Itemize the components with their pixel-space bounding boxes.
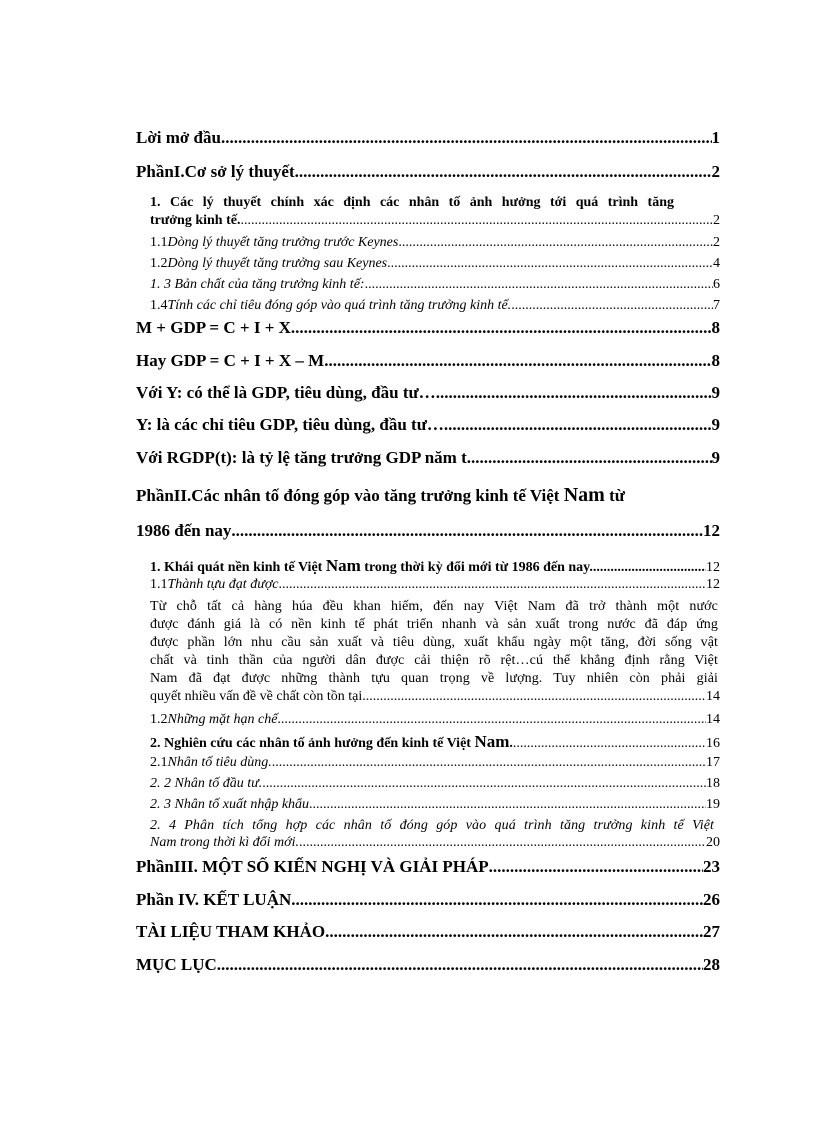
toc-entry-1-3[interactable] (150, 277, 720, 293)
toc-label: M + GDP = C + I + X (136, 318, 291, 337)
toc-page-number: 12 (706, 560, 720, 575)
toc-entry-section-2-2[interactable] (150, 732, 720, 752)
toc-leader (240, 213, 713, 229)
toc-page-number: 16 (706, 736, 720, 751)
toc-page-number: 2 (711, 162, 720, 181)
toc-page-number: 6 (713, 277, 720, 292)
toc-leader (221, 128, 712, 148)
toc-entry-phan-2-line1[interactable] (136, 484, 720, 507)
toc-entry-section-1[interactable] (150, 192, 674, 213)
toc-label: Hay GDP = C + I + X – M (136, 351, 325, 370)
toc-entry-2-2-4-line2[interactable] (150, 835, 720, 851)
toc-leader (365, 277, 713, 293)
toc-entry-2-2-3[interactable] (150, 797, 720, 813)
toc-leader (325, 922, 703, 942)
toc-number: 1.1 (150, 235, 168, 250)
toc-leader (324, 351, 711, 371)
toc-entry-voi-rgdp[interactable] (136, 448, 720, 468)
toc-page-number: 26 (703, 890, 720, 909)
paragraph-line: chất và tinh thần của người dân được cải thiện rõ rệt…cú thể khẳng định rằng Việt (150, 653, 718, 668)
toc-entry-phan-3[interactable] (136, 857, 720, 877)
toc-leader (467, 448, 712, 468)
toc-page-number: 18 (706, 776, 720, 791)
toc-leader (387, 256, 713, 272)
toc-number: 1.1 (150, 577, 168, 592)
toc-entry-1-4[interactable] (150, 298, 720, 314)
toc-entry-1-1[interactable] (150, 235, 720, 251)
toc-entry-2-1-1[interactable] (150, 577, 720, 593)
toc-entry-voi-y[interactable] (136, 383, 720, 403)
toc-label-line1: 1. Các lý thuyết chính xác định các nhân tố ảnh hưởng tới quá trình tăng (150, 195, 674, 210)
toc-entry-equation-2[interactable] (136, 351, 720, 371)
toc-entry-muc-luc[interactable] (136, 955, 720, 975)
toc-entry-phan-4[interactable] (136, 890, 720, 910)
toc-leader (489, 857, 703, 877)
toc-label: Dòng lý thuyết tăng trưởng trước Keynes (167, 235, 399, 250)
paragraph-line: Từ chỗ tất cả hàng húa đều khan hiếm, đến nay Việt Nam đã trở thành một nước (150, 599, 718, 614)
toc-leader (295, 162, 712, 182)
toc-label: MỤC LỤC (136, 955, 217, 974)
toc-leader (309, 797, 706, 813)
toc-label: Thành tựu đạt được (167, 577, 279, 592)
toc-leader (366, 689, 706, 705)
paragraph-last-line: quyết nhiều vấn đề về chất còn tồn tại. (150, 689, 366, 704)
toc-entry-2-2-4[interactable] (150, 817, 714, 835)
toc-entry-phan-1[interactable] (136, 162, 720, 182)
toc-entry-2-2-2[interactable] (150, 776, 720, 792)
toc-leader (279, 577, 706, 593)
paragraph-line: được phần lớn nhu cầu sản xuất và tiêu dùng, xuất khẩu ngày một tăng, đời sống vật (150, 635, 718, 650)
toc-entry-paragraph[interactable] (150, 598, 718, 688)
toc-label: Những mặt hạn chế (167, 712, 278, 727)
toc-leader (291, 890, 703, 910)
toc-page-number: 9 (711, 415, 720, 434)
toc-leader (436, 383, 712, 403)
toc-label: Y: là các chỉ tiêu GDP, tiêu dùng, đầu tư… (136, 415, 444, 434)
toc-page-number: 23 (703, 857, 720, 876)
toc-entry-phan-2-line2[interactable] (136, 521, 720, 541)
toc-label: Phần IV. KẾT LUẬN (136, 890, 292, 909)
toc-label: PhầnI.Cơ sở lý thuyết (136, 162, 295, 181)
toc-leader (593, 560, 706, 576)
toc-page-number: 27 (703, 922, 720, 941)
toc-entry-tai-lieu[interactable] (136, 922, 720, 942)
toc-leader (277, 712, 706, 728)
toc-leader (231, 521, 703, 541)
toc-label-line2: Nam trong thời kì đổi mới. (150, 835, 299, 850)
toc-entry-section-1-line2[interactable] (150, 213, 720, 229)
toc-page-number: 12 (703, 521, 720, 540)
toc-entry-2-1-2[interactable] (150, 712, 720, 728)
toc-label-line2: trưởng kinh tế. (150, 213, 241, 228)
toc-label: 2. 3 Nhân tố xuất nhập khẩu (150, 797, 310, 812)
toc-label: Với RGDP(t): là tỷ lệ tăng trưởng GDP năm t (136, 448, 467, 467)
toc-label: Lời mở đầu (136, 128, 221, 147)
toc-page-number: 9 (711, 448, 720, 467)
toc-page-number: 17 (706, 755, 720, 770)
toc-leader (398, 235, 713, 251)
toc-page-number: 2 (713, 213, 720, 228)
toc-label: TÀI LIỆU THAM KHẢO (136, 922, 326, 941)
toc-page-number: 4 (713, 256, 720, 271)
toc-entry-paragraph-last[interactable] (150, 689, 720, 705)
toc-page-number: 8 (711, 318, 720, 337)
paragraph-line: Nam đã đạt được những thành tựu quan trọng về lượng. Tuy nhiên còn phải giải (150, 671, 718, 686)
toc-label-line2: 1986 đến nay (136, 521, 232, 540)
toc-label: Với Y: có thể là GDP, tiêu dùng, đầu tư… (136, 383, 436, 402)
toc-label: Dòng lý thuyết tăng trưởng sau Keynes (167, 256, 388, 271)
toc-page-number: 9 (711, 383, 720, 402)
toc-leader (291, 318, 712, 338)
toc-label: Tính các chỉ tiêu đóng góp vào quá trình tăng trưởng kinh tế. (167, 298, 512, 313)
toc-label: 2. 2 Nhân tố đầu tư. (150, 776, 263, 791)
toc-label: 2. Nghiên cứu các nhân tố ảnh hưởng đến kinh tế Việt Nam. (150, 732, 513, 751)
toc-page-number: 12 (706, 577, 720, 592)
toc-leader (299, 835, 706, 851)
toc-leader (217, 955, 703, 975)
toc-page-number: 2 (713, 235, 720, 250)
toc-page-number: 8 (711, 351, 720, 370)
toc-entry-y-la[interactable] (136, 415, 720, 435)
toc-label: 1. 3 Bản chất của tăng trưởng kinh tế: (150, 277, 365, 292)
toc-number: 2.1 (150, 755, 168, 770)
toc-page-number: 19 (706, 797, 720, 812)
toc-page-number: 28 (703, 955, 720, 974)
toc-number: 1.4 (150, 298, 168, 313)
toc-leader (513, 736, 706, 752)
toc-leader (262, 776, 706, 792)
toc-entry-loi-mo-dau[interactable] (136, 128, 720, 148)
toc-page-number: 20 (706, 835, 720, 850)
toc-leader (272, 755, 706, 771)
toc-label-line1: 2. 4 Phân tích tổng hợp các nhân tố đóng góp vào quá trình tăng trưởng kinh tế Việt (150, 818, 714, 833)
toc-page-number: 14 (706, 712, 720, 727)
toc-label: Nhân tố tiêu dùng. (167, 755, 272, 770)
paragraph-line: được đánh giá là có nền kinh tế phát triển nhanh và sản xuất trong nước đã đáp ứng (150, 617, 718, 632)
toc-label: PhầnIII. MỘT SỐ KIẾN NGHỊ VÀ GIẢI PHÁP (136, 857, 489, 876)
toc-page-number: 14 (706, 689, 720, 704)
toc-entry-1-2[interactable] (150, 256, 720, 272)
toc-leader (511, 298, 713, 314)
toc-label: 1. Khái quát nền kinh tế Việt Nam trong thời kỳ đổi mới từ 1986 đến nay. (150, 556, 593, 575)
toc-entry-equation-1[interactable] (136, 318, 720, 338)
toc-entry-2-2-1[interactable] (150, 755, 720, 771)
toc-number: 1.2 (150, 712, 168, 727)
toc-number: 1.2 (150, 256, 168, 271)
toc-label-line1: PhầnII.Các nhân tố đóng góp vào tăng trưởng kinh tế Việt Nam từ (136, 484, 625, 506)
toc-page-number: 7 (713, 298, 720, 313)
toc-entry-section-2-1[interactable] (150, 556, 720, 576)
toc-page-number: 1 (711, 128, 720, 147)
toc-leader (444, 415, 712, 435)
